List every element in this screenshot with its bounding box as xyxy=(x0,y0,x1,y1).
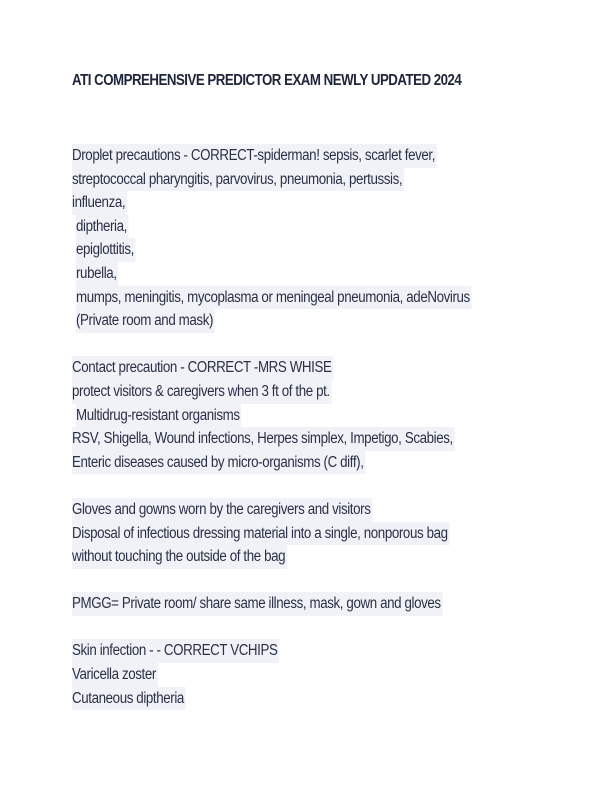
paragraph-gap xyxy=(72,332,542,356)
text-line: Skin infection - - CORRECT VCHIPS xyxy=(72,638,542,662)
text-line: protect visitors & caregivers when 3 ft of the pt. xyxy=(72,379,542,403)
text-line: Gloves and gowns worn by the caregivers and visitors xyxy=(72,497,542,521)
text-line: Multidrug-resistant organisms xyxy=(72,403,542,427)
text-line: Cutaneous diptheria xyxy=(72,686,542,710)
text-line: streptococcal pharyngitis, parvovirus, pneumonia, pertussis, xyxy=(72,167,542,191)
text-line: Droplet precautions - CORRECT-spiderman! sepsis, scarlet fever, xyxy=(72,143,542,167)
text-line: influenza, xyxy=(72,190,542,214)
paragraph-gap xyxy=(72,473,542,497)
text-line: mumps, meningitis, mycoplasma or meningeal pneumonia, adeNovirus xyxy=(72,285,542,309)
document-title: ATI COMPREHENSIVE PREDICTOR EXAM NEWLY UPDATED 2024 xyxy=(72,72,462,89)
text-line: without touching the outside of the bag xyxy=(72,544,542,568)
text-line: rubella, xyxy=(72,261,542,285)
text-line: PMGG= Private room/ share same illness, mask, gown and gloves xyxy=(72,591,542,615)
text-line: epiglottitis, xyxy=(72,237,542,261)
text-line: Enteric diseases caused by micro-organisms (C diff), xyxy=(72,450,542,474)
text-line: Disposal of infectious dressing material into a single, nonporous bag xyxy=(72,521,542,545)
document-body xyxy=(72,143,542,709)
paragraph-gap xyxy=(72,615,542,639)
text-line: Varicella zoster xyxy=(72,662,542,686)
text-line: RSV, Shigella, Wound infections, Herpes simplex, Impetigo, Scabies, xyxy=(72,426,542,450)
paragraph-gap xyxy=(72,568,542,592)
text-line: Contact precaution - CORRECT -MRS WHISE xyxy=(72,355,542,379)
text-line: diptheria, xyxy=(72,214,542,238)
text-line: (Private room and mask) xyxy=(72,308,542,332)
